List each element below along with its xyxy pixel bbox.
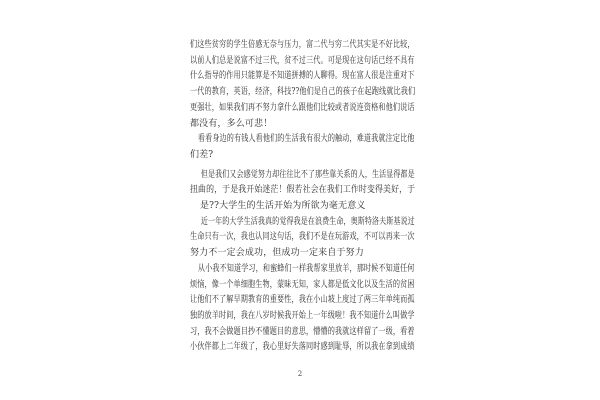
text-line: 更强壮，如果我们再不努力拿什么跟他们比较或者说连资格和他们说话 [190, 102, 415, 113]
text-line: 一代的教育，英语，经济，科技??他们是自己的孩子在起跑线就比我们 [190, 87, 416, 98]
text-line: 扭曲的，于是我开始迷茫！假若社会在我们工作时变得美好，于 [190, 185, 416, 196]
text-line: 们差? [190, 149, 214, 160]
text-line: 看看身边的有钱人看他们的生活我有很大的触动，难道我就注定比他 [197, 134, 415, 145]
text-line: 什么指导的作用只能算是不知道拼搏的人聊得。现在富人很是注重对下 [190, 71, 415, 82]
body-text [190, 38, 415, 356]
text-line: 烦恼，像一个单细胞生物，蒙昧无知，家人都是低文化以及生活的贫困 [190, 279, 415, 290]
text-line: 小伙伴都上二年级了，我心里好失落同时感到耻辱，所以我在拿到成绩 [190, 342, 415, 353]
page-number: 2 [297, 370, 303, 378]
text-line: 都没有，多么可悲！ [190, 118, 273, 129]
text-line: 是??大学生的生活开始为所欲为毫无意义 [200, 201, 366, 212]
text-line: 近一年的大学生活我真的觉得我是在浪费生命，奥斯特洛夫斯基说过 [200, 216, 415, 227]
text-line: 努力不一定会成功，但成功一定来自于努力 [190, 248, 364, 259]
text-line: 们这些贫穷的学生倍感无奈与压力，富二代与穷二代其实是不好比较， [190, 40, 415, 50]
text-line: 以前人们总是说富不过三代，贫不过三代。可是现在这句话已经不具有 [190, 55, 415, 66]
text-line: 习，我不会做题目抄不懂题目的意思，懵懵的我就这样留了一级，看着 [190, 326, 415, 337]
text-line: 但是我们又会感觉努力却往往比不了那些靠关系的人，生活显得都是 [200, 169, 415, 180]
text-line: 生命只有一次，我也认同这句话，我们不是在玩游戏，不可以再来一次 [190, 232, 415, 243]
text-line: 独的放羊时间，我在八岁时候我开始上一年级啦！我不知道什么叫做学 [190, 310, 415, 321]
text-line: 让他们不了解早期教育的重要性，我在小山坡上度过了两三年单纯而孤 [190, 295, 415, 306]
text-line: 从小我不知道学习，和蜜蜂们一样我帮家里放羊，那时候不知道任何 [197, 263, 415, 274]
